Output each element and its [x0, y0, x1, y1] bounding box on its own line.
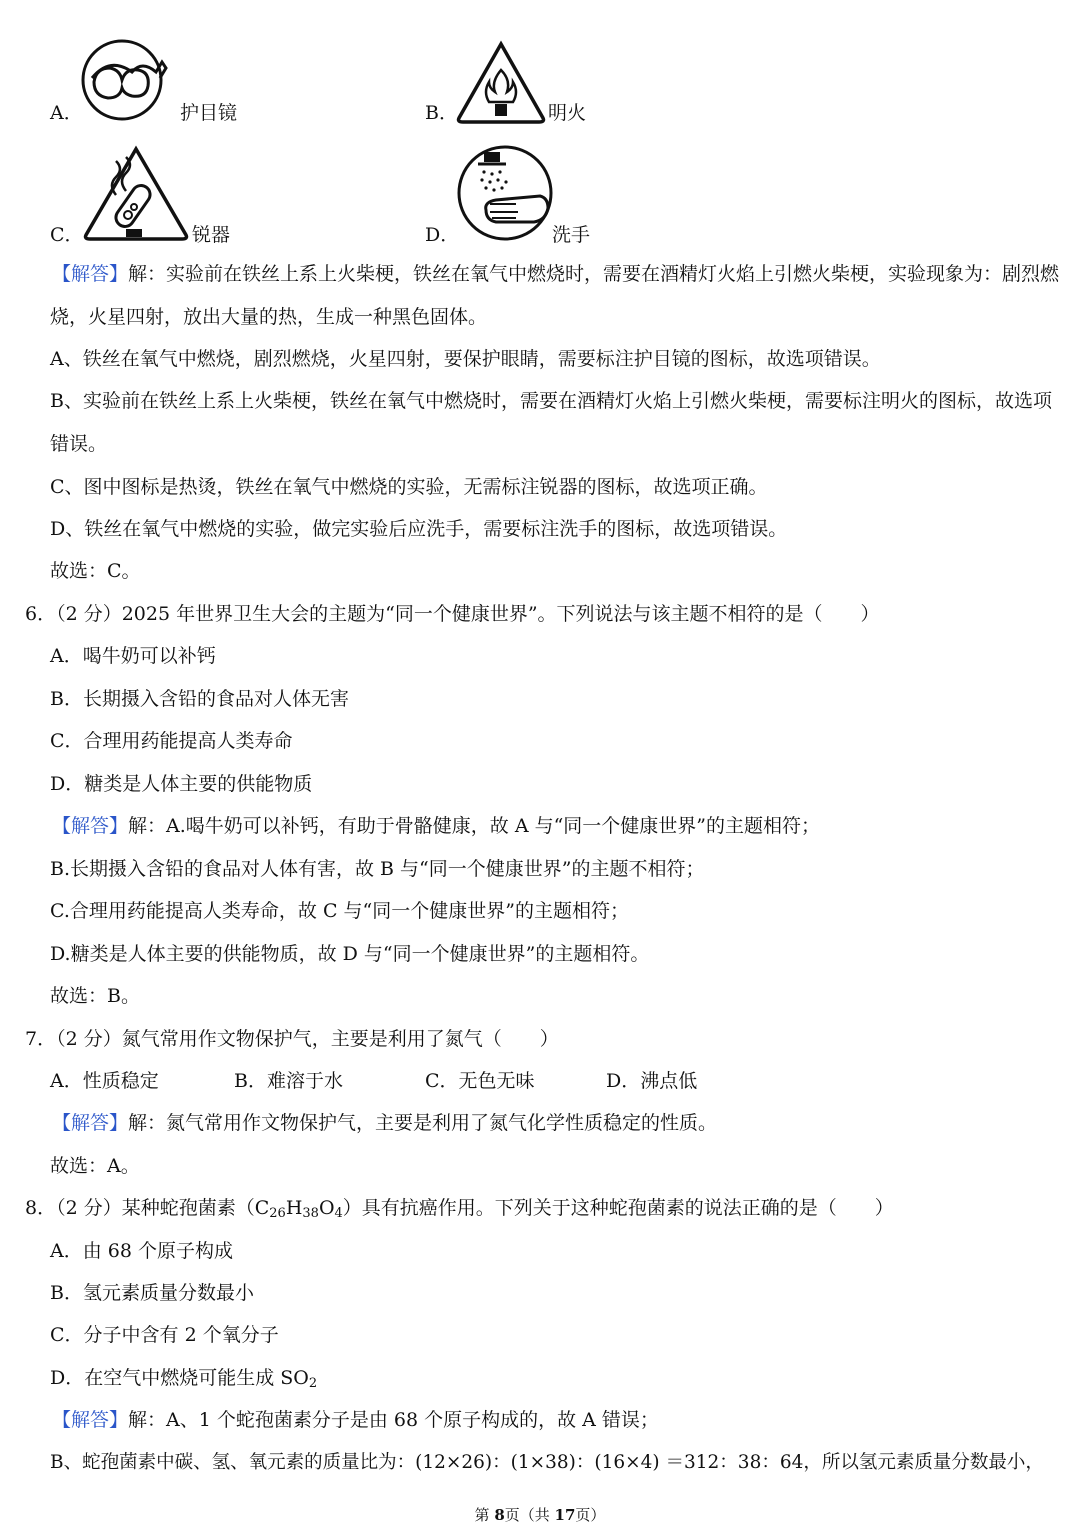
q8-answer-line-2: B、蛇孢菌素中碳、氢、氧元素的质量比为：(12×26)：(1×38)：(16×4) ＝312：38：64，所以氢元素质量分数最小， — [50, 1452, 1044, 1473]
answer-tag: 【解答】 — [52, 815, 129, 837]
q5-option-a-letter: A． — [50, 102, 83, 124]
q5-answer-line-1: 【解答】解：实验前在铁丝上系上火柴梗，铁丝在氧气中燃烧时，需要在酒精灯火焰上引燃火柴梗，实验现象为：剧烈燃 — [52, 263, 1060, 285]
q7-stem: 7．（2 分）氮气常用作文物保护气，主要是利用了氮气（ ） — [25, 1028, 559, 1050]
q5-option-d-label: 洗手 — [552, 224, 591, 246]
q5-option-b-letter: B． — [425, 102, 458, 124]
q7-option-a: A．性质稳定 — [50, 1070, 159, 1092]
q6-stem: 6．（2 分）2025 年世界卫生大会的主题为“同一个健康世界”。下列说法与该主题不相符的是（ ） — [25, 603, 880, 625]
q5-answer-line-3: A、铁丝在氧气中燃烧，剧烈燃烧，火星四射，要保护眼睛，需要标注护目镜的图标，故选项错误。 — [50, 348, 881, 370]
q7-answer-line-1: 【解答】解：氮气常用作文物保护气，主要是利用了氮气化学性质稳定的性质。 — [52, 1112, 718, 1134]
q5-answer-line-2: 烧，火星四射，放出大量的热，生成一种黑色固体。 — [50, 306, 488, 328]
q5-answer-line-5: 错误。 — [50, 433, 108, 455]
q6-answer-line-4: D.糖类是人体主要的供能物质，故 D 与“同一个健康世界”的主题相符。 — [50, 943, 650, 965]
page-footer: 第 8页（共 17页） — [474, 1506, 606, 1524]
q7-option-d: D．沸点低 — [606, 1070, 698, 1092]
q6-answer-line-3: C.合理用药能提高人类寿命，故 C 与“同一个健康世界”的主题相符； — [50, 900, 629, 922]
q6-option-a: A．喝牛奶可以补钙 — [50, 645, 216, 667]
q5-answer-choice: 故选：C。 — [50, 560, 141, 582]
answer-tag: 【解答】 — [52, 263, 129, 285]
q5-answer-line-6: C、图中图标是热烫，铁丝在氧气中燃烧的实验，无需标注锐器的图标，故选项正确。 — [50, 476, 768, 498]
q8-stem: 8．（2 分）某种蛇孢菌素$(C_{26}H_{38}O_4)$具有抗癌作用。下列关于这种蛇孢菌素的说法正确的是（ ） — [25, 1197, 894, 1221]
q5-option-c-label: 锐器 — [192, 224, 231, 246]
page-total: 17 — [554, 1506, 576, 1524]
q6-answer-line-2: B.长期摄入含铅的食品对人体有害，故 B 与“同一个健康世界”的主题不相符； — [50, 858, 705, 880]
q5-option-b-label: 明火 — [548, 102, 587, 124]
sharp-object-icon — [80, 145, 192, 241]
answer-tag: 【解答】 — [52, 1112, 129, 1134]
q7-option-c: C．无色无味 — [425, 1070, 535, 1092]
q5-option-d-letter: D． — [425, 224, 460, 246]
q7-option-b: B．难溶于水 — [234, 1070, 343, 1092]
q6-option-c: C．合理用药能提高人类寿命 — [50, 730, 293, 752]
q6-answer-choice: 故选：B。 — [50, 985, 140, 1007]
q6-answer-line-1: 【解答】解：A.喝牛奶可以补钙，有助于骨骼健康，故 A 与“同一个健康世界”的主题相符； — [52, 815, 821, 837]
q5-answer-line-7: D、铁丝在氧气中燃烧的实验，做完实验后应洗手，需要标注洗手的图标，故选项错误。 — [50, 518, 788, 540]
q8-option-b: B．氢元素质量分数最小 — [50, 1282, 254, 1304]
q5-answer-line-4: B、实验前在铁丝上系上火柴梗，铁丝在氧气中燃烧时，需要在酒精灯火焰上引燃火柴梗，需要标注明火的图标，故选项 — [50, 390, 1052, 412]
hand-washing-icon — [456, 144, 554, 242]
answer-tag: 【解答】 — [52, 1409, 129, 1431]
q5-option-c-letter: C． — [50, 224, 84, 246]
q8-option-c: C．分子中含有 2 个氧分子 — [50, 1324, 279, 1346]
flame-icon — [455, 40, 547, 124]
page-number: 8 — [494, 1506, 505, 1524]
goggles-icon — [80, 38, 170, 128]
q8-option-a: A．由 68 个原子构成 — [50, 1240, 233, 1262]
q6-option-d: D．糖类是人体主要的供能物质 — [50, 773, 313, 795]
q7-answer-choice: 故选：A。 — [50, 1155, 140, 1177]
q8-option-d: D．在空气中燃烧可能生成 $SO_2$ — [50, 1367, 318, 1391]
q6-option-b: B．长期摄入含铅的食品对人体无害 — [50, 688, 349, 710]
q8-answer-line-1: 【解答】解：A、1 个蛇孢菌素分子是由 68 个原子构成的，故 A 错误； — [52, 1409, 659, 1431]
q5-option-a-label: 护目镜 — [180, 102, 238, 124]
